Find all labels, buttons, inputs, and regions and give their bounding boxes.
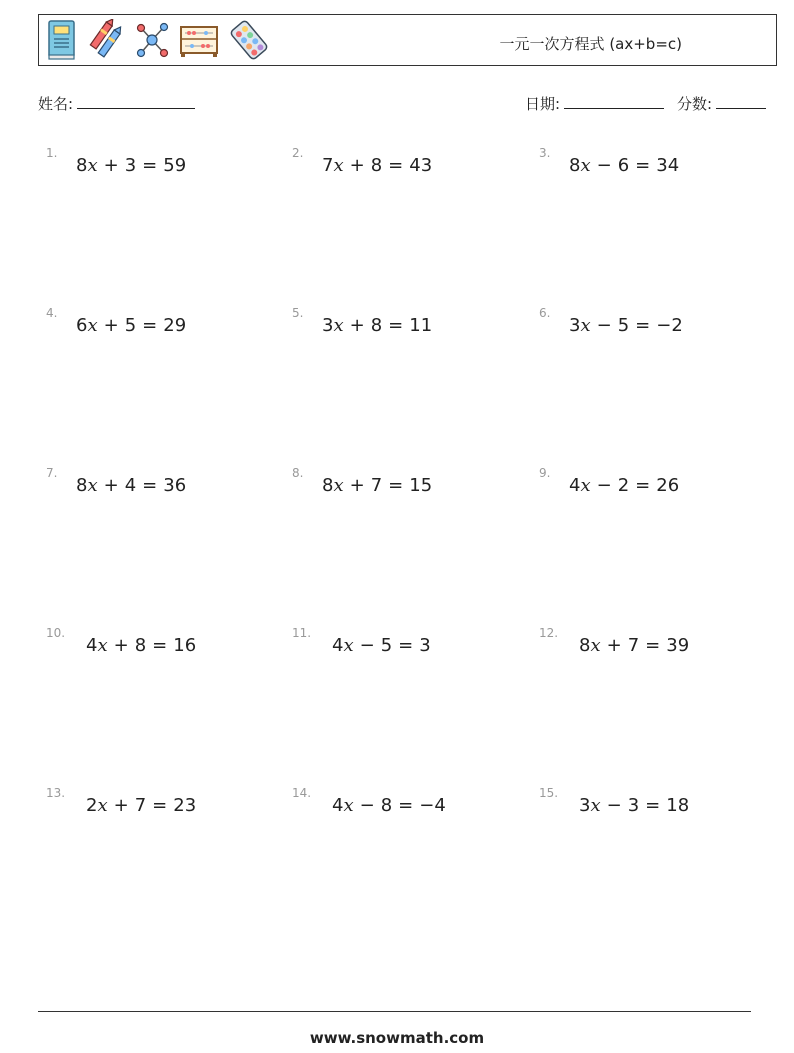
problem-number: 5. — [292, 306, 304, 320]
equation-result: 23 — [173, 795, 197, 816]
equation-equals: = — [635, 475, 651, 496]
equation-equals: = — [398, 795, 414, 816]
palette-icon — [229, 19, 269, 61]
equation-constant: 8 — [380, 795, 393, 816]
problem-item — [46, 146, 286, 186]
equation-operator: − — [359, 635, 375, 656]
problem-equation — [579, 635, 689, 656]
equation-result: 59 — [163, 155, 187, 176]
equation-equals: = — [142, 155, 158, 176]
problem-number: 6. — [539, 306, 551, 320]
equation-constant: 5 — [617, 315, 630, 336]
problem-number: 1. — [46, 146, 58, 160]
problem-item — [292, 466, 532, 506]
equation-constant: 8 — [370, 155, 383, 176]
equation-coefficient: 8 — [76, 475, 88, 496]
equation-variable: x — [343, 635, 354, 656]
equation-constant: 5 — [124, 315, 137, 336]
equation-coefficient: 4 — [332, 635, 344, 656]
problem-item — [46, 306, 286, 346]
equation-coefficient: 3 — [579, 795, 591, 816]
equation-coefficient: 6 — [76, 315, 88, 336]
equation-variable: x — [97, 795, 108, 816]
equation-operator: + — [349, 155, 365, 176]
equation-operator: − — [596, 315, 612, 336]
worksheet-title: 一元一次方程式 (ax+b=c) — [499, 35, 682, 53]
score-field[interactable] — [677, 93, 766, 114]
problem-number: 3. — [539, 146, 551, 160]
problem-number: 9. — [539, 466, 551, 480]
problem-number: 13. — [46, 786, 66, 800]
equation-variable: x — [333, 155, 344, 176]
worksheet-header — [38, 14, 777, 66]
equation-constant: 3 — [627, 795, 640, 816]
problem-number: 14. — [292, 786, 312, 800]
problem-equation — [332, 635, 431, 656]
equation-constant: 6 — [617, 155, 630, 176]
equation-coefficient: 2 — [86, 795, 98, 816]
equation-operator: − — [596, 155, 612, 176]
equation-result: −2 — [656, 315, 683, 336]
problem-equation — [86, 795, 196, 816]
equation-operator: + — [103, 155, 119, 176]
equation-result: 36 — [163, 475, 187, 496]
equation-variable: x — [87, 475, 98, 496]
equation-operator: − — [606, 795, 622, 816]
problem-item — [292, 786, 532, 826]
equation-variable: x — [97, 635, 108, 656]
equation-constant: 2 — [617, 475, 630, 496]
footer-divider — [38, 1011, 751, 1012]
equation-constant: 7 — [134, 795, 147, 816]
problem-item — [539, 626, 779, 666]
equation-equals: = — [635, 315, 651, 336]
problem-equation — [332, 795, 446, 816]
equation-coefficient: 8 — [579, 635, 591, 656]
equation-coefficient: 7 — [322, 155, 334, 176]
problem-number: 2. — [292, 146, 304, 160]
problem-item — [46, 466, 286, 506]
problem-equation — [579, 795, 689, 816]
equation-coefficient: 4 — [569, 475, 581, 496]
equation-operator: + — [349, 315, 365, 336]
equation-result: 3 — [419, 635, 431, 656]
problem-equation — [322, 475, 432, 496]
header-icons — [47, 18, 269, 62]
equation-equals: = — [645, 795, 661, 816]
equation-variable: x — [580, 315, 591, 336]
equation-constant: 3 — [124, 155, 137, 176]
problem-number: 8. — [292, 466, 304, 480]
equation-variable: x — [580, 155, 591, 176]
problem-number: 10. — [46, 626, 66, 640]
equation-constant: 7 — [370, 475, 383, 496]
problem-item — [46, 786, 286, 826]
problem-equation — [86, 635, 196, 656]
problem-item — [539, 146, 779, 186]
score-label: 分数: — [677, 95, 713, 113]
problem-equation — [569, 475, 679, 496]
problem-number: 7. — [46, 466, 58, 480]
problem-equation — [322, 315, 432, 336]
book-icon — [47, 19, 77, 61]
equation-result: 43 — [409, 155, 433, 176]
problem-number: 15. — [539, 786, 559, 800]
footer-site: www.snowmath.com — [309, 1029, 485, 1047]
equation-constant: 8 — [370, 315, 383, 336]
problem-number: 4. — [46, 306, 58, 320]
equation-coefficient: 3 — [322, 315, 334, 336]
abacus-icon — [179, 19, 219, 61]
equation-variable: x — [87, 315, 98, 336]
equation-coefficient: 8 — [76, 155, 88, 176]
equation-equals: = — [142, 315, 158, 336]
problem-equation — [569, 155, 679, 176]
equation-variable: x — [333, 315, 344, 336]
date-label: 日期: — [525, 95, 561, 113]
equation-equals: = — [635, 155, 651, 176]
equation-operator: + — [349, 475, 365, 496]
equation-variable: x — [590, 795, 601, 816]
equation-equals: = — [645, 635, 661, 656]
equation-operator: + — [103, 315, 119, 336]
equation-result: 29 — [163, 315, 187, 336]
equation-result: 26 — [656, 475, 680, 496]
equation-coefficient: 4 — [86, 635, 98, 656]
equation-result: 39 — [666, 635, 690, 656]
problem-equation — [569, 315, 683, 336]
equation-constant: 8 — [134, 635, 147, 656]
date-blank[interactable] — [564, 94, 664, 109]
problem-item — [292, 306, 532, 346]
equation-coefficient: 8 — [569, 155, 581, 176]
equation-equals: = — [142, 475, 158, 496]
equation-variable: x — [333, 475, 344, 496]
problem-equation — [76, 315, 186, 336]
equation-variable: x — [343, 795, 354, 816]
name-label: 姓名: — [38, 95, 74, 113]
equation-operator: − — [359, 795, 375, 816]
equation-result: −4 — [419, 795, 446, 816]
equation-operator: + — [113, 795, 129, 816]
problem-equation — [76, 475, 186, 496]
problem-equation — [322, 155, 432, 176]
equation-coefficient: 3 — [569, 315, 581, 336]
equation-equals: = — [152, 795, 168, 816]
name-field[interactable] — [38, 93, 195, 114]
equation-equals: = — [388, 155, 404, 176]
date-field[interactable] — [525, 93, 664, 114]
problem-item — [46, 626, 286, 666]
equation-operator: + — [113, 635, 129, 656]
equation-variable: x — [590, 635, 601, 656]
equation-constant: 5 — [380, 635, 393, 656]
problem-item — [539, 306, 779, 346]
equation-equals: = — [388, 315, 404, 336]
name-blank[interactable] — [77, 94, 195, 109]
equation-coefficient: 4 — [332, 795, 344, 816]
problem-item — [539, 466, 779, 506]
problem-number: 12. — [539, 626, 559, 640]
equation-result: 16 — [173, 635, 197, 656]
equation-coefficient: 8 — [322, 475, 334, 496]
equation-constant: 4 — [124, 475, 137, 496]
equation-result: 11 — [409, 315, 433, 336]
score-blank[interactable] — [716, 94, 766, 109]
equation-result: 15 — [409, 475, 433, 496]
equation-constant: 7 — [627, 635, 640, 656]
equation-operator: + — [103, 475, 119, 496]
equation-result: 18 — [666, 795, 690, 816]
equation-variable: x — [580, 475, 591, 496]
equation-variable: x — [87, 155, 98, 176]
equation-operator: + — [606, 635, 622, 656]
equation-equals: = — [398, 635, 414, 656]
equation-equals: = — [388, 475, 404, 496]
equation-operator: − — [596, 475, 612, 496]
problem-number: 11. — [292, 626, 312, 640]
problem-item — [292, 146, 532, 186]
problem-item — [539, 786, 779, 826]
crayon-icon — [87, 19, 125, 61]
equation-equals: = — [152, 635, 168, 656]
molecule-icon — [135, 19, 169, 61]
problem-item — [292, 626, 532, 666]
problem-equation — [76, 155, 186, 176]
equation-result: 34 — [656, 155, 680, 176]
